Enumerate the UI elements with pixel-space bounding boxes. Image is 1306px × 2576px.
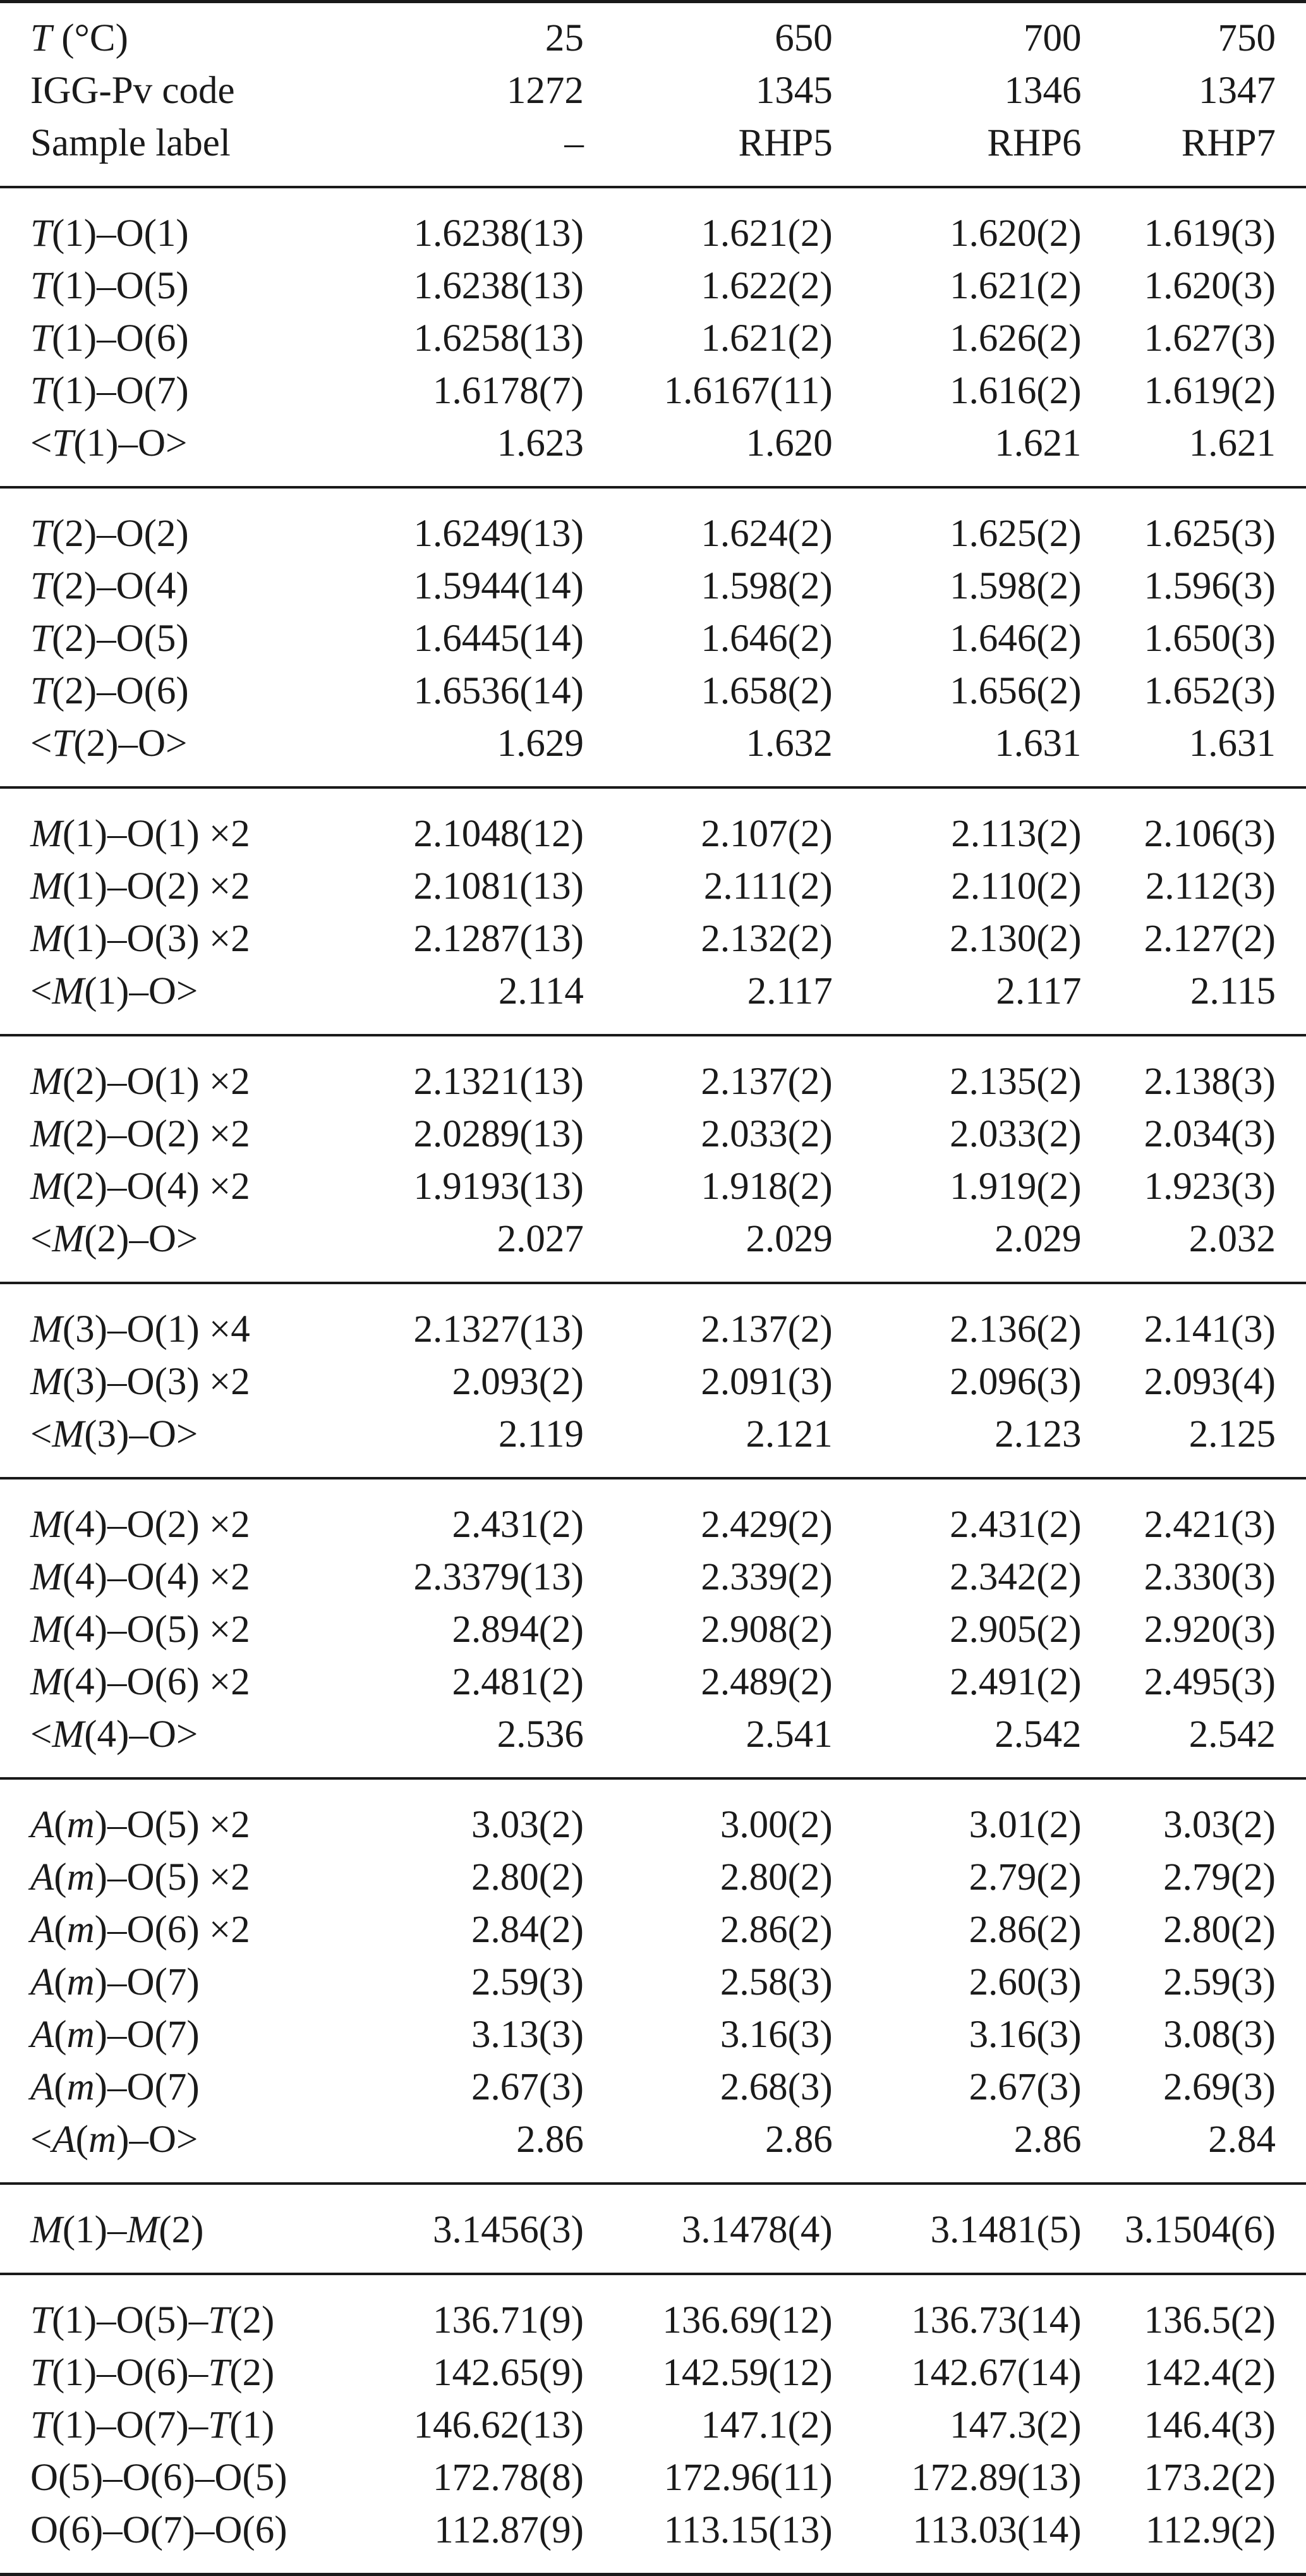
- value-cell: 2.429(2): [701, 1504, 833, 1546]
- value-cell: 2.905(2): [950, 1608, 1082, 1651]
- table-row: [0, 117, 1306, 187]
- table-group: [0, 1035, 1306, 1283]
- value-cell: 2.1327(13): [413, 1308, 584, 1351]
- value-cell: 2.67(3): [471, 2066, 584, 2108]
- value-cell: 136.71(9): [433, 2299, 584, 2342]
- value-cell: 750: [1218, 17, 1276, 59]
- value-cell: 2.908(2): [701, 1608, 833, 1651]
- value-cell: 2.111(2): [703, 865, 833, 908]
- value-cell: 1.6249(13): [413, 513, 584, 555]
- value-cell: 1.621(2): [701, 317, 833, 360]
- value-cell: 2.86(2): [720, 1909, 833, 1951]
- table-row: [0, 1408, 1306, 1478]
- value-cell: 172.78(8): [433, 2457, 584, 2499]
- value-cell: 2.117: [996, 970, 1082, 1012]
- value-cell: 2.80(2): [1163, 1909, 1276, 1951]
- value-cell: 2.481(2): [452, 1661, 584, 1703]
- value-cell: 2.68(3): [720, 2066, 833, 2108]
- table-row: [0, 2399, 1306, 2451]
- value-cell: 2.033(2): [701, 1113, 833, 1155]
- value-cell: 142.4(2): [1144, 2352, 1276, 2394]
- table-group: [0, 787, 1306, 1035]
- value-cell: 1.620: [746, 422, 833, 465]
- value-cell: 2.79(2): [1163, 1856, 1276, 1899]
- row-label: O(6)–O(7)–O(6): [30, 2509, 287, 2551]
- row-label: M(1)–O(2) ×2: [30, 865, 250, 908]
- value-cell: 2.137(2): [701, 1060, 833, 1103]
- value-cell: 2.137(2): [701, 1308, 833, 1351]
- value-cell: 2.59(3): [471, 1961, 584, 2003]
- value-cell: RHP7: [1181, 122, 1276, 164]
- table-row: [0, 1656, 1306, 1708]
- table-group: [0, 2184, 1306, 2274]
- value-cell: 1.616(2): [950, 370, 1082, 412]
- table-row: [0, 1904, 1306, 1956]
- row-label: <M(3)–O>: [30, 1413, 198, 1455]
- value-cell: 2.106(3): [1144, 813, 1276, 855]
- value-cell: 3.00(2): [720, 1804, 833, 1846]
- value-cell: 2.034(3): [1144, 1113, 1276, 1155]
- table-row: [0, 312, 1306, 365]
- row-label: M(4)–O(5) ×2: [30, 1608, 250, 1651]
- value-cell: 2.110(2): [951, 865, 1082, 908]
- value-cell: 3.03(2): [1163, 1804, 1276, 1846]
- table-row: [0, 187, 1306, 260]
- value-cell: 1.9193(13): [413, 1165, 584, 1208]
- value-cell: 2.920(3): [1144, 1608, 1276, 1651]
- value-cell: 2.093(2): [452, 1361, 584, 1403]
- value-cell: 2.495(3): [1144, 1661, 1276, 1703]
- value-cell: 172.89(13): [911, 2457, 1082, 2499]
- value-cell: 2.1321(13): [413, 1060, 584, 1103]
- value-cell: 1.6238(13): [413, 212, 584, 255]
- row-label: M(1)–O(1) ×2: [30, 813, 250, 855]
- table-row: [0, 2008, 1306, 2061]
- row-label: M(2)–O(4) ×2: [30, 1165, 250, 1208]
- table-row: [0, 1213, 1306, 1283]
- value-cell: 2.541: [746, 1713, 833, 1756]
- table-row: [0, 1035, 1306, 1108]
- value-cell: 136.69(12): [662, 2299, 833, 2342]
- value-cell: 1.652(3): [1144, 670, 1276, 712]
- table-group: [0, 187, 1306, 487]
- value-cell: 2.121: [746, 1413, 833, 1455]
- value-cell: 3.16(3): [969, 2014, 1082, 2056]
- value-cell: 2.80(2): [720, 1856, 833, 1899]
- value-cell: 1.6178(7): [433, 370, 584, 412]
- value-cell: 1.621: [1188, 422, 1276, 465]
- value-cell: 2.79(2): [969, 1856, 1082, 1899]
- value-cell: 2.125: [1188, 1413, 1276, 1455]
- value-cell: 1.631: [995, 722, 1082, 765]
- value-cell: 1.646(2): [701, 617, 833, 660]
- value-cell: 1.650(3): [1144, 617, 1276, 660]
- value-cell: 2.84: [1208, 2118, 1276, 2161]
- row-label: T(1)–O(7)–T(1): [30, 2404, 275, 2446]
- value-cell: 3.13(3): [471, 2014, 584, 2056]
- value-cell: 136.5(2): [1144, 2299, 1276, 2342]
- value-cell: 1.598(2): [950, 565, 1082, 607]
- value-cell: 2.536: [497, 1713, 584, 1756]
- value-cell: 1.625(2): [950, 513, 1082, 555]
- row-label: M(1)–M(2): [30, 2209, 204, 2251]
- row-label: M(4)–O(4) ×2: [30, 1556, 250, 1598]
- table-group: [0, 487, 1306, 787]
- value-cell: 2.3379(13): [413, 1556, 584, 1598]
- table-row: [0, 487, 1306, 560]
- row-label: <T(1)–O>: [30, 422, 188, 465]
- row-label: <A(m)–O>: [30, 2118, 198, 2161]
- value-cell: 2.093(4): [1144, 1361, 1276, 1403]
- value-cell: 172.96(11): [663, 2457, 833, 2499]
- value-cell: 2.86: [516, 2118, 584, 2161]
- table-row: [0, 260, 1306, 312]
- value-cell: 112.87(9): [434, 2509, 584, 2551]
- value-cell: 1272: [506, 70, 584, 112]
- value-cell: 1.621(2): [701, 212, 833, 255]
- table-row: [0, 1956, 1306, 2008]
- value-cell: 1.658(2): [701, 670, 833, 712]
- value-cell: 2.69(3): [1163, 2066, 1276, 2108]
- table-row: [0, 2347, 1306, 2399]
- value-cell: 2.130(2): [950, 918, 1082, 960]
- value-cell: 3.1456(3): [433, 2209, 584, 2251]
- value-cell: 1.625(3): [1144, 513, 1276, 555]
- table-group: [0, 1778, 1306, 2184]
- value-cell: 2.894(2): [452, 1608, 584, 1651]
- value-cell: 1.619(2): [1144, 370, 1276, 412]
- row-label: <M(1)–O>: [30, 970, 198, 1012]
- value-cell: 2.127(2): [1144, 918, 1276, 960]
- value-cell: 2.138(3): [1144, 1060, 1276, 1103]
- value-cell: 3.1504(6): [1125, 2209, 1276, 2251]
- value-cell: 3.1481(5): [930, 2209, 1082, 2251]
- value-cell: 2.542: [1188, 1713, 1276, 1756]
- value-cell: 2.491(2): [950, 1661, 1082, 1703]
- table-row: [0, 365, 1306, 417]
- value-cell: 2.421(3): [1144, 1504, 1276, 1546]
- row-label: A(m)–O(7): [30, 1961, 200, 2003]
- value-cell: 2.091(3): [701, 1361, 833, 1403]
- value-cell: 2.58(3): [720, 1961, 833, 2003]
- value-cell: 146.4(3): [1144, 2404, 1276, 2446]
- value-cell: 173.2(2): [1144, 2457, 1276, 2499]
- value-cell: 2.330(3): [1144, 1556, 1276, 1598]
- table-row: [0, 2451, 1306, 2504]
- value-cell: 1.632: [746, 722, 833, 765]
- value-cell: 1347: [1199, 70, 1276, 112]
- table-group: [0, 1283, 1306, 1478]
- table-group: [0, 1478, 1306, 1778]
- value-cell: 1.622(2): [701, 265, 833, 307]
- row-label: A(m)–O(5) ×2: [30, 1856, 250, 1899]
- row-label: A(m)–O(6) ×2: [30, 1909, 250, 1951]
- table-row: [0, 1851, 1306, 1904]
- row-label: Sample label: [30, 122, 231, 164]
- row-label: A(m)–O(7): [30, 2014, 200, 2056]
- value-cell: 25: [545, 17, 584, 59]
- value-cell: 2.489(2): [701, 1661, 833, 1703]
- table-row: [0, 2, 1306, 65]
- table-row: [0, 787, 1306, 860]
- table-row: [0, 1603, 1306, 1656]
- value-cell: 2.84(2): [471, 1909, 584, 1951]
- value-cell: 1345: [755, 70, 833, 112]
- value-cell: RHP5: [738, 122, 833, 164]
- value-cell: 1.6167(11): [663, 370, 833, 412]
- value-cell: 2.1048(12): [413, 813, 584, 855]
- table-row: [0, 913, 1306, 965]
- row-label: M(3)–O(3) ×2: [30, 1361, 250, 1403]
- value-cell: 2.135(2): [950, 1060, 1082, 1103]
- value-cell: 142.59(12): [662, 2352, 833, 2394]
- row-label: T(2)–O(4): [30, 565, 189, 607]
- table-row: [0, 2061, 1306, 2113]
- table-row: [0, 2184, 1306, 2274]
- table-row: [0, 2504, 1306, 2575]
- value-cell: 3.16(3): [720, 2014, 833, 2056]
- value-cell: 2.80(2): [471, 1856, 584, 1899]
- row-label: A(m)–O(7): [30, 2066, 200, 2108]
- row-label: T(2)–O(2): [30, 513, 189, 555]
- value-cell: 1.631: [1188, 722, 1276, 765]
- value-cell: 1.923(3): [1144, 1165, 1276, 1208]
- value-cell: 2.033(2): [950, 1113, 1082, 1155]
- value-cell: 2.59(3): [1163, 1961, 1276, 2003]
- table-row: [0, 665, 1306, 717]
- row-label: <M(2)–O>: [30, 1218, 198, 1260]
- value-cell: 2.107(2): [701, 813, 833, 855]
- value-cell: 2.117: [747, 970, 833, 1012]
- row-label: M(4)–O(2) ×2: [30, 1504, 250, 1546]
- value-cell: 2.027: [497, 1218, 584, 1260]
- value-cell: 142.65(9): [433, 2352, 584, 2394]
- value-cell: 1.623: [497, 422, 584, 465]
- value-cell: 2.67(3): [969, 2066, 1082, 2108]
- row-label: T(1)–O(6): [30, 317, 189, 360]
- value-cell: 1.6258(13): [413, 317, 584, 360]
- value-cell: 2.112(3): [1145, 865, 1276, 908]
- row-label: T(1)–O(5): [30, 265, 189, 307]
- table-row: [0, 64, 1306, 117]
- row-label: IGG-Pv code: [30, 70, 235, 112]
- table-row: [0, 1160, 1306, 1213]
- row-label: A(m)–O(5) ×2: [30, 1804, 250, 1846]
- value-cell: 650: [775, 17, 833, 59]
- value-cell: 2.032: [1188, 1218, 1276, 1260]
- value-cell: 2.0289(13): [413, 1113, 584, 1155]
- row-label: T (°C): [30, 17, 128, 59]
- value-cell: 2.542: [995, 1713, 1082, 1756]
- value-cell: 2.86: [765, 2118, 833, 2161]
- table-row: [0, 717, 1306, 787]
- value-cell: 2.029: [995, 1218, 1082, 1260]
- value-cell: 2.431(2): [950, 1504, 1082, 1546]
- value-cell: 1.620(3): [1144, 265, 1276, 307]
- table-row: [0, 560, 1306, 612]
- table-group: [0, 2274, 1306, 2575]
- row-label: T(1)–O(7): [30, 370, 189, 412]
- table-row: [0, 612, 1306, 665]
- value-cell: 1.619(3): [1144, 212, 1276, 255]
- value-cell: 112.9(2): [1145, 2509, 1276, 2551]
- value-cell: 1.626(2): [950, 317, 1082, 360]
- value-cell: 2.141(3): [1144, 1308, 1276, 1351]
- value-cell: 1.624(2): [701, 513, 833, 555]
- table-row: [0, 1708, 1306, 1778]
- table-row: [0, 2113, 1306, 2184]
- value-cell: RHP6: [987, 122, 1082, 164]
- value-cell: 1.627(3): [1144, 317, 1276, 360]
- value-cell: 1.621(2): [950, 265, 1082, 307]
- value-cell: 146.62(13): [413, 2404, 584, 2446]
- value-cell: 113.15(13): [663, 2509, 833, 2551]
- value-cell: 3.08(3): [1163, 2014, 1276, 2056]
- value-cell: 2.114: [498, 970, 584, 1012]
- value-cell: 2.096(3): [950, 1361, 1082, 1403]
- value-cell: 1.6238(13): [413, 265, 584, 307]
- value-cell: 147.1(2): [701, 2404, 833, 2446]
- row-label: <M(4)–O>: [30, 1713, 198, 1756]
- value-cell: 2.1287(13): [413, 918, 584, 960]
- value-cell: 2.342(2): [950, 1556, 1082, 1598]
- row-label: M(4)–O(6) ×2: [30, 1661, 250, 1703]
- value-cell: –: [564, 122, 584, 164]
- value-cell: 2.86: [1013, 2118, 1082, 2161]
- table-row: [0, 1356, 1306, 1408]
- row-label: T(2)–O(6): [30, 670, 189, 712]
- value-cell: 2.123: [995, 1413, 1082, 1455]
- value-cell: 2.136(2): [950, 1308, 1082, 1351]
- value-cell: 2.132(2): [701, 918, 833, 960]
- value-cell: 1.6445(14): [413, 617, 584, 660]
- table-row: [0, 1551, 1306, 1603]
- table-row: [0, 965, 1306, 1035]
- table-row: [0, 2274, 1306, 2347]
- row-label: M(2)–O(1) ×2: [30, 1060, 250, 1103]
- value-cell: 700: [1024, 17, 1082, 59]
- row-label: M(3)–O(1) ×4: [30, 1308, 250, 1351]
- row-label: M(2)–O(2) ×2: [30, 1113, 250, 1155]
- value-cell: 3.1478(4): [681, 2209, 833, 2251]
- value-cell: 2.86(2): [969, 1909, 1082, 1951]
- value-cell: 2.119: [498, 1413, 584, 1455]
- table-row: [0, 860, 1306, 913]
- value-cell: 2.431(2): [452, 1504, 584, 1546]
- value-cell: 142.67(14): [911, 2352, 1082, 2394]
- value-cell: 1.620(2): [950, 212, 1082, 255]
- value-cell: 2.115: [1190, 970, 1276, 1012]
- table-row: [0, 1778, 1306, 1851]
- value-cell: 1.598(2): [701, 565, 833, 607]
- row-label: T(2)–O(5): [30, 617, 189, 660]
- value-cell: 2.1081(13): [413, 865, 584, 908]
- value-cell: 3.03(2): [471, 1804, 584, 1846]
- value-cell: 136.73(14): [911, 2299, 1082, 2342]
- value-cell: 1.918(2): [701, 1165, 833, 1208]
- row-label: O(5)–O(6)–O(5): [30, 2457, 287, 2499]
- value-cell: 2.029: [746, 1218, 833, 1260]
- value-cell: 1.621: [995, 422, 1082, 465]
- value-cell: 1.646(2): [950, 617, 1082, 660]
- value-cell: 1.596(3): [1144, 565, 1276, 607]
- value-cell: 1.656(2): [950, 670, 1082, 712]
- value-cell: 1346: [1004, 70, 1082, 112]
- table-row: [0, 417, 1306, 487]
- row-label: T(1)–O(5)–T(2): [30, 2299, 275, 2342]
- row-label: T(1)–O(1): [30, 212, 189, 255]
- table-row: [0, 1108, 1306, 1160]
- table-header: [0, 2, 1306, 188]
- value-cell: 3.01(2): [969, 1804, 1082, 1846]
- value-cell: 1.5944(14): [413, 565, 584, 607]
- value-cell: 2.60(3): [969, 1961, 1082, 2003]
- value-cell: 113.03(14): [912, 2509, 1082, 2551]
- value-cell: 1.6536(14): [413, 670, 584, 712]
- row-label: T(1)–O(6)–T(2): [30, 2352, 275, 2394]
- value-cell: 2.113(2): [951, 813, 1082, 855]
- table-row: [0, 1478, 1306, 1551]
- value-cell: 147.3(2): [950, 2404, 1082, 2446]
- table-row: [0, 1283, 1306, 1356]
- value-cell: 1.629: [497, 722, 584, 765]
- row-label: <T(2)–O>: [30, 722, 188, 765]
- value-cell: 2.339(2): [701, 1556, 833, 1598]
- value-cell: 1.919(2): [950, 1165, 1082, 1208]
- row-label: M(1)–O(3) ×2: [30, 918, 250, 960]
